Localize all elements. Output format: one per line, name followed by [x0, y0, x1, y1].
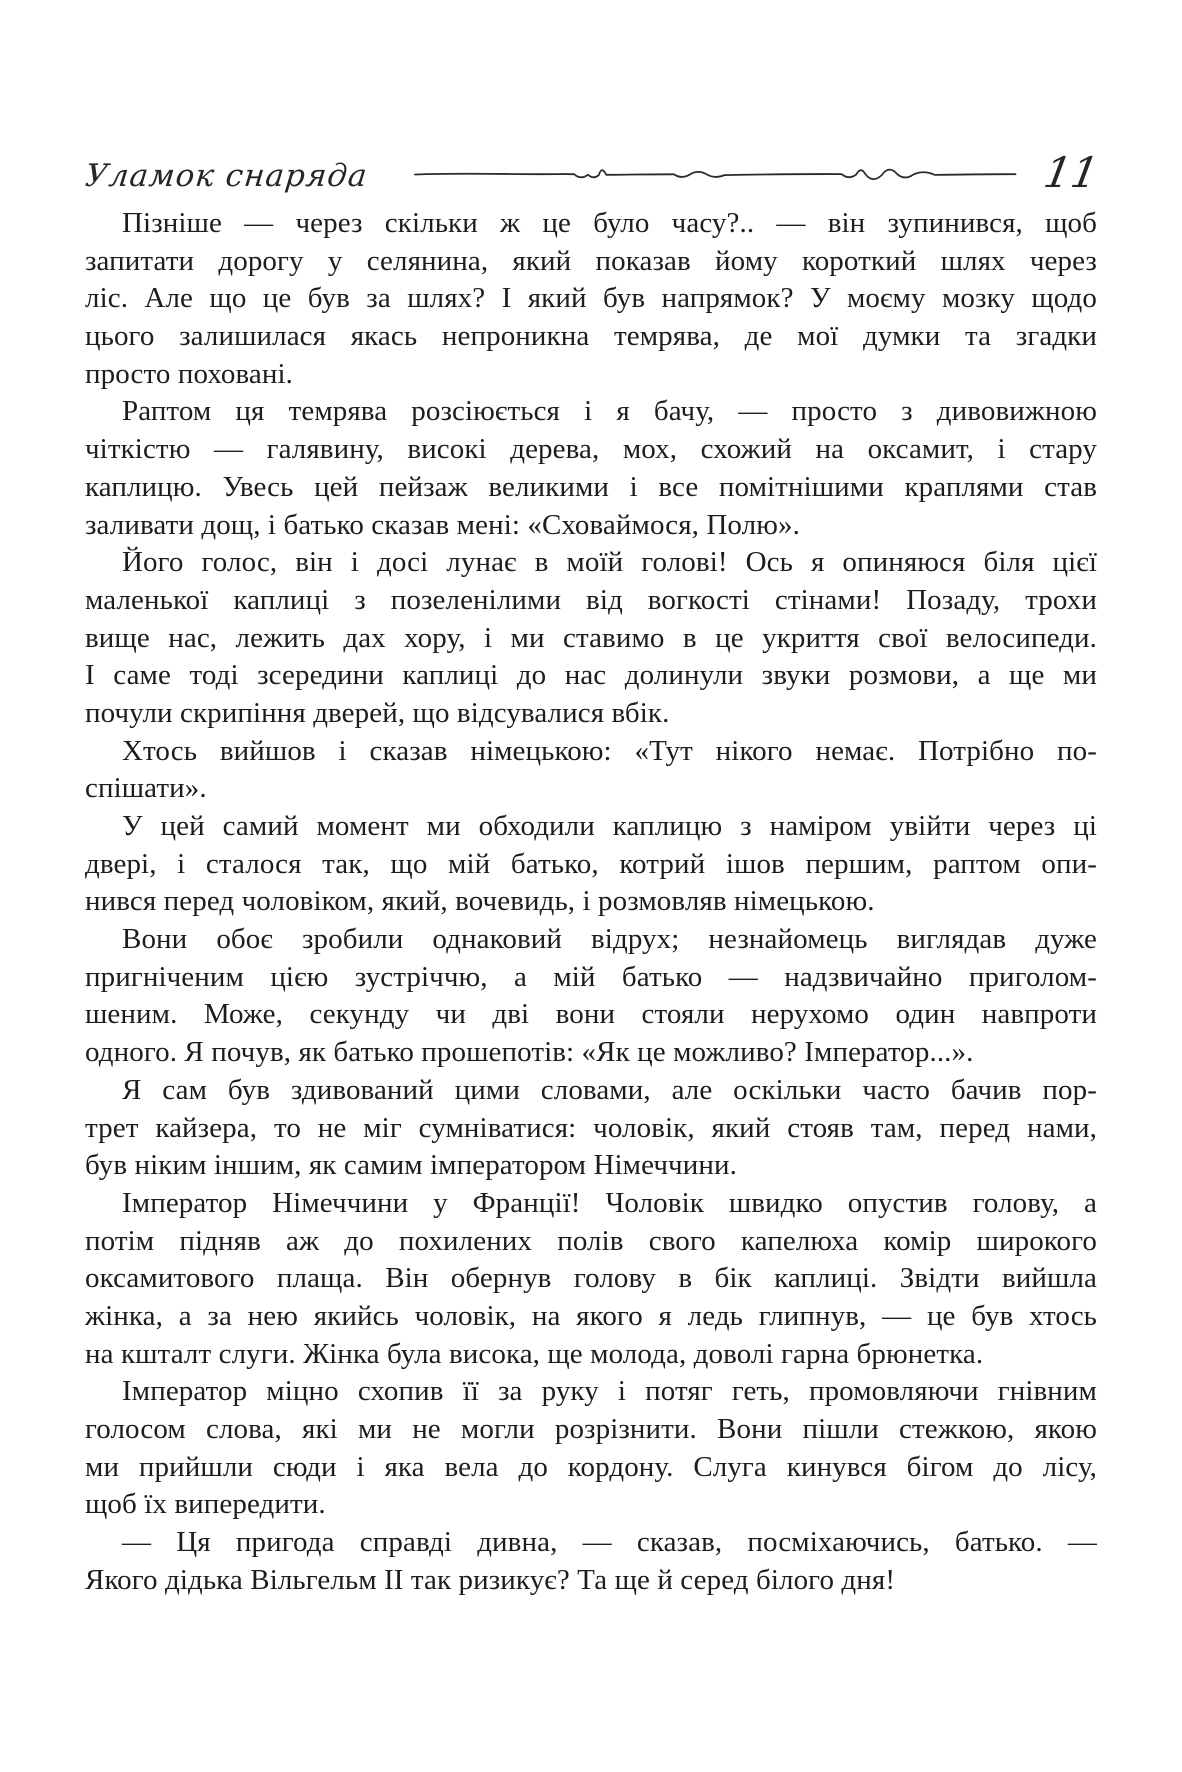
page-number: 11	[1039, 148, 1102, 197]
decorative-rule	[413, 162, 1017, 200]
text-line: Вони обоє зробили однаковий відрух; незнайомець виглядав дуже	[122, 923, 1097, 956]
paragraph	[85, 1524, 1097, 1599]
text-line: заливати дощ, і батько сказав мені: «Сховаймося, Полю».	[85, 508, 800, 541]
text-line: ліс. Але що це був за шлях? І який був напрямок? У моєму мозку щодо	[85, 282, 1097, 315]
text-line: потім підняв аж до похилених полів свого капелюха комір широкого	[85, 1224, 1097, 1257]
text-line: запитати дорогу у селянина, який показав йому короткий шлях через	[85, 244, 1097, 277]
text-line: Хтось вийшов і сказав німецькою: «Тут нікого немає. Потрібно по-	[122, 734, 1097, 767]
text-line: просто поховані.	[85, 357, 293, 390]
paragraph	[85, 808, 1097, 921]
text-line: Імператор Німеччини у Франції! Чоловік швидко опустив голову, а	[122, 1186, 1097, 1219]
text-line: жінка, а за нею якийсь чоловік, на якого я ледь глипнув, — це був хтось	[85, 1299, 1097, 1332]
text-line: каплицю. Увесь цей пейзаж великими і все помітнішими краплями став	[85, 470, 1097, 503]
text-line: Його голос, він і досі лунає в моїй голові! Ось я опиняюся біля цієї	[122, 546, 1097, 579]
text-line: вище нас, лежить дах хору, і ми ставимо в це укриття свої велосипеди.	[85, 621, 1097, 654]
text-line: Пізніше — через скільки ж це було часу?.. — він зупинився, щоб	[122, 207, 1097, 239]
paragraph	[85, 921, 1097, 1072]
text-line: двері, і сталося так, що мій батько, котрий ішов першим, раптом опи-	[85, 847, 1097, 880]
paragraph	[85, 1072, 1097, 1185]
text-line: У цей самий момент ми обходили каплицю з наміром увійти через ці	[122, 810, 1097, 842]
text-line: голосом слова, які ми не могли розрізнити. Вони пішли стежкою, якою	[85, 1413, 1097, 1445]
text-line: одного. Я почув, як батько прошепотів: «Як це можливо? Імператор...».	[85, 1036, 974, 1069]
paragraph	[85, 205, 1097, 393]
text-line: Я сам був здивований цими словами, але оскільки часто бачив пор-	[122, 1073, 1097, 1106]
text-line: трет кайзера, то не міг сумніватися: чоловік, який стояв там, перед нами,	[85, 1111, 1097, 1144]
text-line: на кшталт слуги. Жінка була висока, ще молода, доволі гарна брюнетка.	[85, 1337, 984, 1370]
text-line: оксамитового плаща. Він обернув голову в бік каплиці. Звідти вийшла	[85, 1262, 1097, 1295]
text-line: ми прийшли сюди і яка вела до кордону. Слуга кинувся бігом до лісу,	[85, 1450, 1097, 1483]
paragraph	[85, 1373, 1097, 1524]
text-line: був ніким іншим, як самим імператором Німеччини.	[85, 1149, 737, 1182]
paragraph	[85, 1185, 1097, 1373]
paragraph	[85, 733, 1097, 808]
running-title: Уламок снаряда	[83, 158, 370, 194]
text-line: маленької каплиці з позеленілими від вогкості стінами! Позаду, трохи	[85, 583, 1097, 616]
wavy-line-icon	[413, 162, 1017, 184]
text-line: нився перед чоловіком, який, вочевидь, і розмовляв німецькою.	[85, 885, 875, 918]
text-line: пригніченим цією зустріччю, а мій батько — надзвичайно приголом-	[85, 960, 1097, 993]
text-line: щоб їх випередити.	[85, 1488, 326, 1521]
page-header	[83, 128, 1102, 200]
text-line: Раптом ця темрява розсіюється і я бачу, — просто з дивовижною	[122, 395, 1097, 428]
text-line: — Ця пригода справді дивна, — сказав, посміхаючись, батько. —	[122, 1526, 1097, 1559]
paragraph	[85, 393, 1097, 544]
text-line: І саме тоді зсередини каплиці до нас долинули звуки розмови, а ще ми	[85, 659, 1097, 692]
text-line: шеним. Може, секунду чи дві вони стояли нерухомо один навпроти	[85, 998, 1097, 1031]
text-line: цього залишилася якась непроникна темрява, де мої думки та згадки	[85, 320, 1097, 353]
text-line: спішати».	[85, 772, 207, 805]
text-line: почули скрипіння дверей, що відсувалися вбік.	[85, 696, 670, 729]
text-line: Імператор міцно схопив її за руку і потяг геть, промовляючи гнівним	[122, 1375, 1097, 1408]
text-line: чіткістю — галявину, високі дерева, мох, схожий на оксамит, і стару	[85, 433, 1097, 466]
body-text	[85, 205, 1097, 1599]
paragraph	[85, 544, 1097, 732]
text-line: Якого дідька Вільгельм II так ризикує? Та ще й серед білого дня!	[85, 1563, 896, 1596]
